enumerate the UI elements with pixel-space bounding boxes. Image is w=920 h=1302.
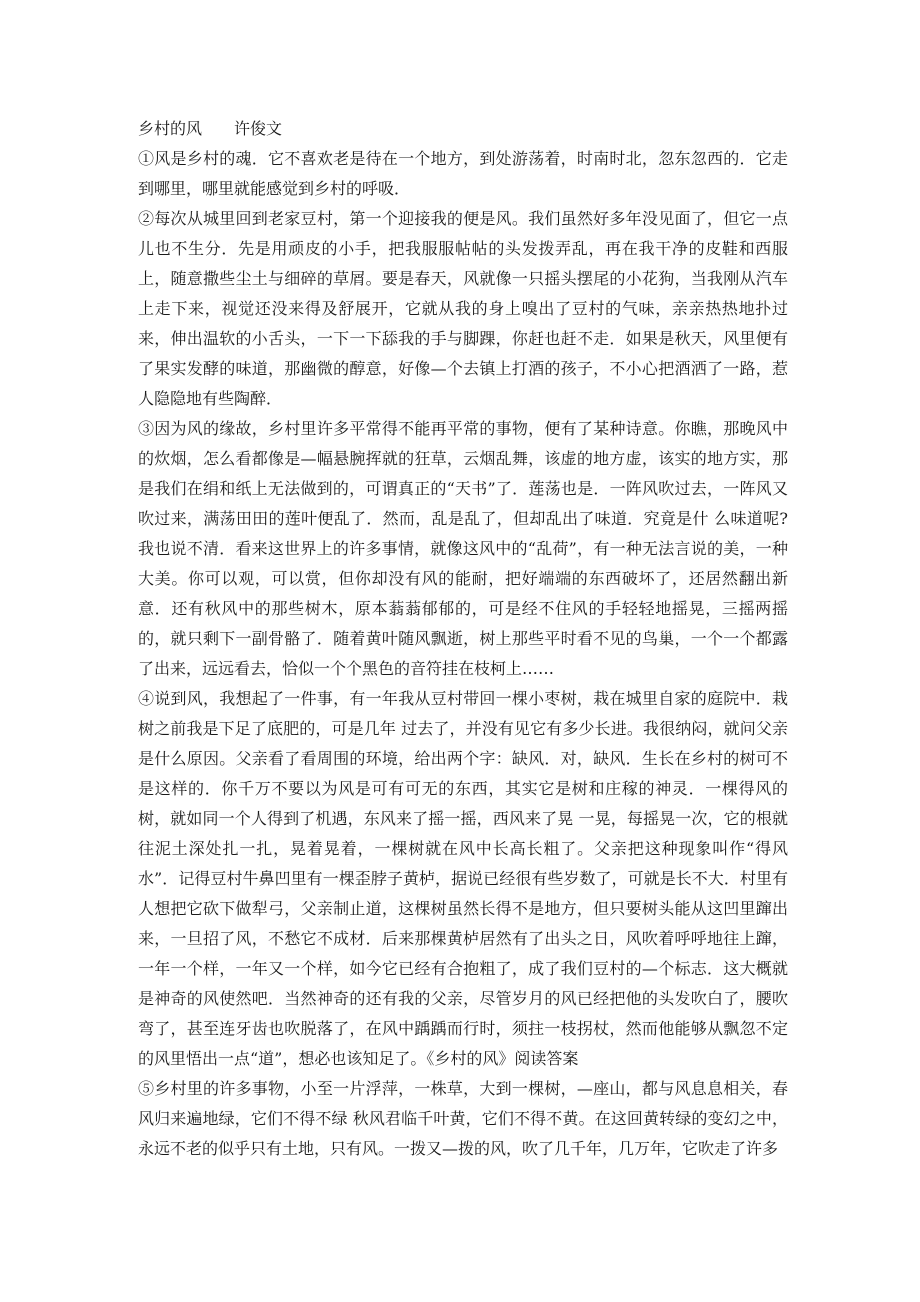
article-heading — [138, 114, 788, 144]
article-body — [138, 114, 788, 1164]
paragraph-4: ④说到风，我想起了一件事，有一年我从豆村带回一棵小枣树，栽在城里自家的庭院中．栽树之前我是下足了底肥的，可是几年 过去了，并没有见它有多少长进。我很纳闷，就问父亲是什么原因。父亲看了看周围的环境，给出两个字：缺风．对，缺风．生长在乡村的树可不是这样的．你千万不要以为风是可有可无的东西，其实它是树和庄稼的神灵．一棵得风的树，就如同一个人得到了机遇，东风来了摇一摇，西风来了晃 一晃，每摇晃一次，它的根就往泥土深处扎一扎，晃着晃着，一棵树就在风中长高长粗了。父亲把这种现象叫作“得风水”．记得豆村牛鼻凹里有一棵歪脖子黄栌，据说已经很有些岁数了，可就是长不大．村里有人想把它砍下做犁弓，父亲制止道，这棵树虽然长得不是地方，但只要树头能从这凹里蹿出来，一旦招了风，不愁它不成材．后来那棵黄栌居然有了出头之日，风吹着呼呼地往上蹿，一年一个样，一年又一个样，如今它已经有合抱粗了，成了我们豆村的—个标志．这大概就是神奇的风使然吧．当然神奇的还有我的父亲，尽管岁月的风已经把他的头发吹白了，腰吹弯了，甚至连牙齿也吹脱落了，在风中踽踽而行时，须拄一枝拐杖，然而他能够从飘忽不定的风里悟出一点“道”，想必也该知足了。《乡村的风》阅读答案 — [138, 689, 788, 1068]
paragraph-3: ③因为风的缘故，乡村里许多平常得不能再平常的事物，便有了某种诗意。你瞧，那晚风中的炊烟，怎么看都像是—幅悬腕挥就的狂草，云烟乱舞，该虚的地方虚，该实的地方实，那是我们在绢和纸上无法做到的，可谓真正的“天书”了．莲荡也是．一阵风吹过去，一阵风又吹过来，满荡田田的莲叶便乱了．然而，乱是乱了，但却乱出了味道．究竟是什 么味道呢?我也说不清．看来这世界上的许多事情，就像这风中的“乱荷”，有一种无法言说的美，一种大美。你可以观，可以赏，但你却没有风的能耐，把好端端的东西破坏了，还居然翻出新意．还有秋风中的那些树木，原本蓊蓊郁郁的，可是经不住风的手轻轻地摇晃，三摇两摇的，就只剩下一副骨骼了．随着黄叶随风飘逝，树上那些平时看不见的鸟巢，一个一个都露了出来，远远看去，恰似一个个黑色的音符挂在枝柯上…… — [138, 419, 788, 678]
paragraph-5: ⑤乡村里的许多事物，小至一片浮萍，一株草，大到一棵树，—座山，都与风息息相关，春风归来遍地绿，它们不得不绿 秋风君临千叶黄，它们不得不黄。在这回黄转绿的变幻之中，永远不老的似乎只有土地，只有风。一拨又—拨的风，吹了几千年，几万年，它吹走了许多 — [138, 1079, 788, 1158]
article-title: 乡村的风 — [138, 119, 203, 138]
paragraph-2: ②每次从城里回到老家豆村，第一个迎接我的便是风。我们虽然好多年没见面了，但它一点儿也不生分．先是用顽皮的小手，把我服服帖帖的头发拨弄乱，再在我干净的皮鞋和西服上，随意撒些尘土与细碎的草屑。要是春天，风就像一只摇头摆尾的小花狗，当我刚从汽车上走下来，视觉还没来得及舒展开，它就从我的身上嗅出了豆村的气味，亲亲热热地扑过来，伸出温软的小舌头，一下一下舔我的手与脚踝，你赶也赶不走．如果是秋天，风里便有了果实发酵的味道，那幽微的醇意，好像—个去镇上打酒的孩子，不小心把酒洒了一路，惹人隐隐地有些陶醉． — [138, 209, 788, 408]
paragraph-1: ①风是乡村的魂．它不喜欢老是待在一个地方，到处游荡着，时南时北，忽东忽西的．它走到哪里，哪里就能感觉到乡村的呼吸． — [138, 149, 788, 198]
article-author: 许俊文 — [234, 119, 283, 138]
